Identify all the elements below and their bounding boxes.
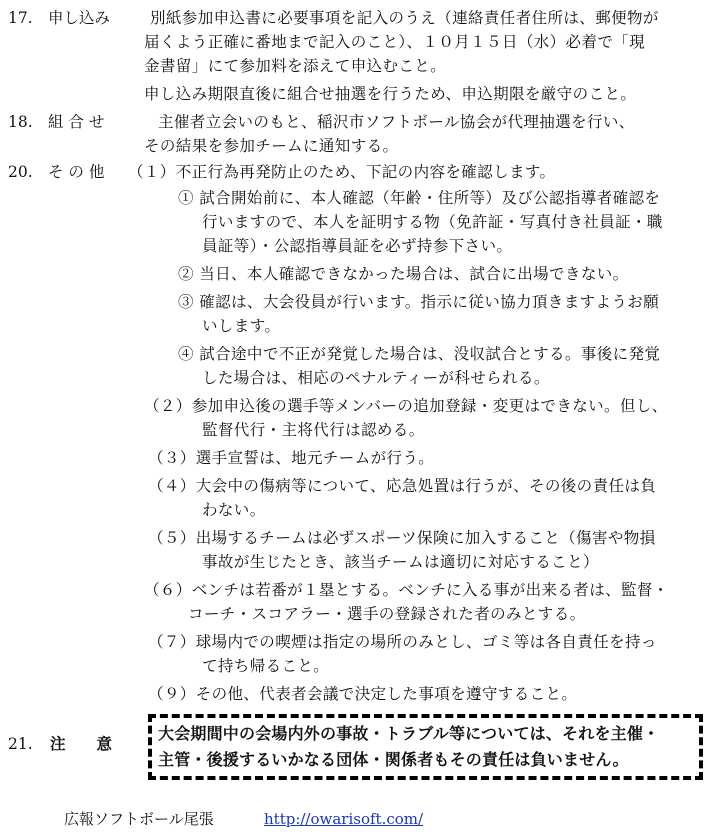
list-item-cont: 事故が生じたとき、該当チームは適切に対応すること）	[202, 553, 599, 571]
sub-item: ① 試合開始前に、本人確認（年齢・住所等）及び公認指導者確認を	[178, 189, 661, 207]
sub-item-cont: した場合は、相応のペナルティーが科せられる。	[202, 369, 550, 387]
footer-link[interactable]: http://owarisoft.com/	[264, 810, 424, 828]
list-item: （５）出場するチームは必ずスポーツ保険に加入すること（傷害や物損	[148, 529, 656, 547]
list-item-cont: わない。	[202, 501, 266, 519]
section-number: 20.	[8, 163, 33, 181]
text-line: 主催者立会いのもと、稲沢市ソフトボール協会が代理抽選を行い、	[158, 113, 635, 131]
list-item-cont: て持ち帰ること。	[202, 657, 330, 675]
notice-line: 主管・後援するいかなる団体・関係者もその責任は負いません。	[158, 750, 629, 769]
section-heading: そ の 他	[48, 163, 105, 181]
notice-line: 大会期間中の会場内外の事故・トラブル等については、それを主催・	[158, 724, 660, 743]
section-heading: 組 合 せ	[48, 113, 105, 131]
list-item: （９）その他、代表者会議で決定した事項を遵守すること。	[148, 685, 578, 703]
list-item-cont: コーチ・スコアラー・選手の登録された者のみとする。	[188, 605, 586, 623]
list-item: （３）選手宣誓は、地元チームが行う。	[148, 449, 435, 467]
section-number: 18.	[8, 113, 33, 131]
text-line: 届くよう正確に番地まで記入のこと）、１０月１５日（水）必着で「現	[144, 33, 646, 51]
list-item: （４）大会中の傷病等について、応急処置は行うが、その後の責任は負	[148, 477, 657, 495]
list-item-cont: 監督代行・主将代行は認める。	[202, 421, 425, 439]
sub-item-cont: いします。	[202, 317, 281, 335]
sub-item: ② 当日、本人確認できなかった場合は、試合に出場できない。	[178, 265, 629, 283]
section-number: 17.	[8, 9, 33, 27]
list-item: （６）ベンチは若番が１塁とする。ベンチに入る事が出来る者は、監督・	[144, 581, 669, 599]
list-item: （７）球場内での喫煙は指定の場所のみとし、ゴミ等は各自責任を持っ	[148, 633, 657, 651]
sub-item: ④ 試合途中で不正が発覚した場合は、没収試合とする。事後に発覚	[178, 345, 661, 363]
text-line: 別紙参加申込書に必要事項を記入のうえ（連絡責任者住所は、郵便物が	[150, 9, 659, 27]
section-heading: 申し込み	[48, 9, 111, 27]
text-line: その結果を参加チームに通知する。	[144, 137, 399, 155]
text-line: 金書留」にて参加料を添えて申込むこと。	[144, 57, 447, 75]
sub-item: ③ 確認は、大会役員が行います。指示に従い協力頂きますようお願	[178, 293, 660, 311]
text-line: 申し込み期限直後に組合せ抽選を行うため、申込期限を厳守のこと。	[144, 85, 637, 103]
sub-item-cont: 員証等）・公認指導員証を必ず持参下さい。	[202, 237, 513, 255]
list-item: （２）参加申込後の選手等メンバーの追加登録・変更はできない。但し、	[144, 397, 668, 415]
section-heading: 注 意	[50, 734, 113, 753]
footer-label: 広報ソフトボール尾張	[64, 810, 214, 828]
sub-item-cont: 行いますので、本人を証明する物（免許証・写真付き社員証・職	[202, 213, 663, 231]
list-item: （１）不正行為再発防止のため、下記の内容を確認します。	[128, 163, 556, 181]
section-number: 21.	[8, 735, 33, 753]
